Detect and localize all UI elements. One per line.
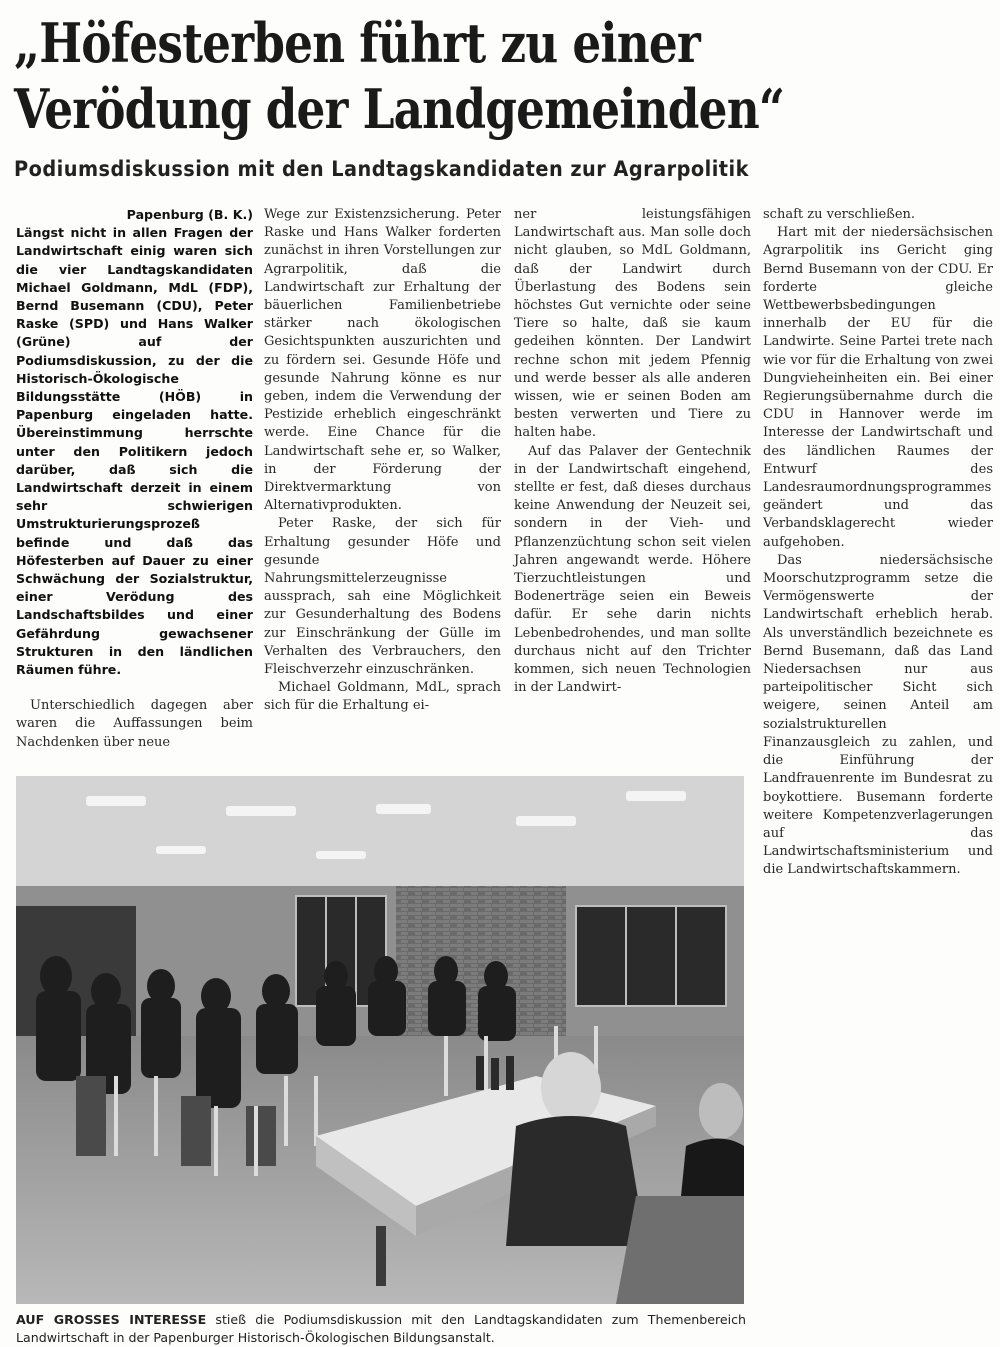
photo-caption — [16, 1311, 746, 1347]
article-column-1 — [16, 206, 253, 752]
headline-line-1: „Höfesterben führt zu einer — [14, 11, 700, 75]
body-paragraph: Michael Goldmann, MdL, sprach sich für die Erhaltung ei- — [264, 680, 501, 714]
article-column-4 — [763, 206, 993, 880]
headline-line-2: Verödung der Landgemeinden“ — [14, 77, 785, 141]
body-paragraph: Unterschiedlich dagegen aber waren die Auffassungen beim Nachdenken über neue — [16, 698, 253, 750]
subheadline: Podiumsdiskussion mit den Landtagskandidaten zur Agrarpolitik — [14, 157, 749, 181]
lead-paragraph: Längst nicht in allen Fragen der Landwirtschaft einig waren sich die vier Landtagskandidaten Michael Goldmann, MdL (FDP), Bernd Busemann (CDU), Peter Raske (SPD) und Hans Walker (Grüne) auf der Podiumsdiskussion, zu der die Historisch-Ökologische Bildungsstätte (HÖB) in Papenburg eingeladen hatte. Übereinstimmung herrschte unter den Politikern jedoch darüber, daß sich die Landwirtschaft derzeit in einem sehr schwierigen Umstrukturierungsprozeß befinde und daß das Höfesterben auf Dauer zu einer Schwächung der Sozialstruktur, einer Verödung des Landschaftsbildes und einer Gefährdung gewachsener Strukturen in den ländlichen Räumen führe. — [16, 225, 253, 678]
caption-text: stieß die Podiumsdiskussion mit den Landtagskandidaten zum Themenbereich Landwirtschaft in der Papenburger Historisch-Ökologischen Bildungsanstalt. — [16, 1312, 747, 1345]
event-photo — [16, 776, 744, 1304]
article-column-2 — [264, 206, 501, 716]
body-paragraph: schaft zu verschließen. — [763, 207, 916, 222]
body-paragraph: Hart mit der niedersächsischen Agrarpolitik ins Gericht ging Bernd Busemann von der CDU. Er forderte gleiche Wettbewerbsbedingungen innerhalb der EU für die Landwirte. Seine Partei trete nach wie vor für die Erhaltung von zwei Dungvieheinheiten ein. Bei einer Regierungsübernahme durch die CDU in Hannover werde im Interesse der Landwirtschaft und des ländlichen Raumes der Entwurf des Landesraumordnungsprogrammes geändert und das Verbandsklagerecht wieder aufgehoben. — [763, 225, 993, 550]
body-paragraph: ner leistungsfähigen Landwirtschaft aus. Man solle doch nicht glauben, so MdL Goldmann, daß der Landwirt durch Überlastung des Bodens sein höchstes Gut vernichte oder seine Tiere so halte, daß sie kaum gedeihen könnten. Der Landwirt rechne schon mit jedem Pfennig und werde besser als alle anderen wissen, wie er seinen Boden am besten verwerten und Tiere zu halten habe. — [514, 207, 751, 441]
headline — [14, 10, 837, 142]
caption-lead: AUF GROSSES INTERESSE — [16, 1312, 207, 1327]
article-column-3 — [514, 206, 751, 697]
audience-scene-illustration — [16, 776, 744, 1304]
body-paragraph: Wege zur Existenzsicherung. Peter Raske und Hans Walker forderten zunächst in ihren Vorstellungen zur Agrarpolitik, daß die Landwirtschaft zur Erhaltung der bäuerlichen Familienbetriebe stärker nach ökologischen Gesichtspunkten auszurichten und zu fördern sei. Gesunde Höfe und gesunde Nahrung könne es nur geben, indem die Verwendung der Pestizide erheblich eingeschränkt werde. Eine Chance für die Landwirtschaft sehe er, so Walker, in der Förderung der Direktvermarktung von Alternativprodukten. — [264, 207, 501, 514]
body-paragraph: Peter Raske, der sich für Erhaltung gesunder Höfe und gesunde Nahrungsmittelerzeugnisse aussprach, sah eine Möglichkeit zur Gesunderhaltung des Bodens zur Einschränkung der Gülle im Verhalten des Verbrauchers, den Fleischverzehr einzuschränken. — [264, 516, 501, 678]
dateline: Papenburg (B. K.) — [126, 207, 253, 222]
body-paragraph: Das niedersächsische Moorschutzprogramm setze die Vermögenswerte der Landwirtschaft erheblich herab. Als unverständlich bezeichnete es Bernd Busemann, daß das Land Niedersachsen nur aus parteipolitischer Sicht sich weigere, seinen Anteil am sozialstrukturellen Finanzausgleich zu zahlen, und die Einführung der Landfrauenrente im Bundesrat zu boykottiere. Busemann forderte weitere Kompetenzverlagerungen auf das Landwirtschaftsministerium und die Landwirtschaftskammern. — [763, 552, 993, 878]
body-paragraph: Auf das Palaver der Gentechnik in der Landwirtschaft eingehend, stellte er fest, daß dieses durchaus keine Anwendung der Neuzeit sei, sondern in der Vieh- und Pflanzenzüchtung schon seit vielen Jahren angewandt werde. Höhere Tierzuchtleistungen und Bodenerträge seien ein Beweis dafür. Er sehe darin nichts Lebenbedrohendes, und man sollte durchaus nicht auf den Trichter kommen, sich neuen Technologien in der Landwirt- — [514, 443, 751, 696]
